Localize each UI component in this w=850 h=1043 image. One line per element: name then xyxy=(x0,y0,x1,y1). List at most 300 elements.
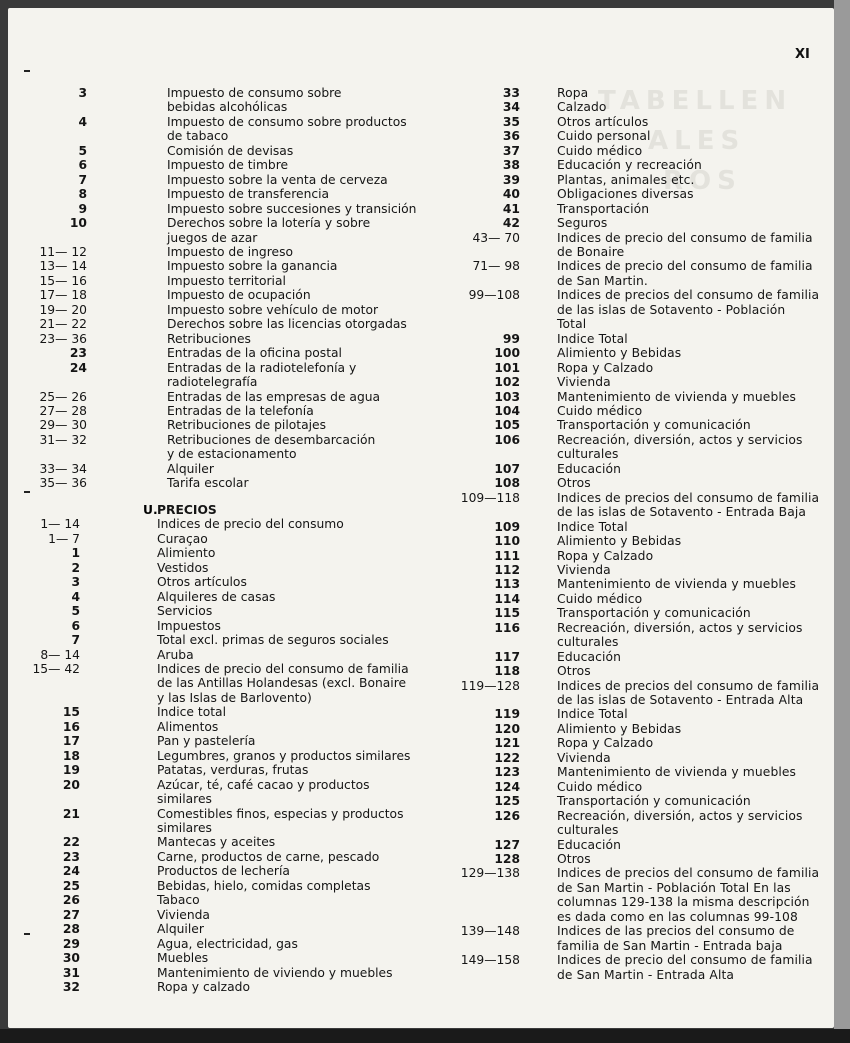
right-row-label: Otros xyxy=(557,852,591,867)
right-row xyxy=(0,719,830,736)
right-row xyxy=(0,303,830,317)
mid-row-label: similares xyxy=(157,820,212,835)
left-row-label: Entradas de las empresas de agua xyxy=(167,389,381,404)
right-row xyxy=(0,765,830,779)
mid-column-number: 26 xyxy=(62,893,80,908)
right-column-number: 123 xyxy=(494,765,520,780)
right-row xyxy=(0,924,830,938)
right-row-label: Indices de precio del consumo de familia xyxy=(557,259,813,274)
right-column-number: 120 xyxy=(494,721,520,736)
right-row-label: Ropa y Calzado xyxy=(557,548,654,563)
mid-column-number: 1— 14 xyxy=(40,517,80,532)
spacer xyxy=(520,765,557,779)
left-row-label: Impuesto sobre la venta de cerveza xyxy=(167,172,388,187)
left-column-number: 35— 36 xyxy=(39,476,87,491)
right-row xyxy=(0,100,830,114)
right-column-number: 40 xyxy=(502,187,520,202)
left-row-label: Retribuciones de pilotajes xyxy=(167,418,327,433)
left-column-number: 19— 20 xyxy=(39,302,87,317)
mid-column-number: 2 xyxy=(71,560,80,575)
spacer xyxy=(520,707,557,721)
right-column-number: 124 xyxy=(494,779,520,794)
left-column-number: 11— 12 xyxy=(39,244,87,259)
spacer xyxy=(520,866,557,880)
margin-mark xyxy=(24,70,30,72)
left-row-label: Impuesto de transferencia xyxy=(167,187,330,202)
right-column-number: 35 xyxy=(502,114,520,129)
spacer xyxy=(520,288,557,302)
right-row-label: Educación xyxy=(557,649,622,664)
right-row-label: Mantenimiento de vivienda y muebles xyxy=(557,389,797,404)
left-column-number: 4 xyxy=(78,114,87,129)
spacer xyxy=(520,476,557,490)
left-column-number: 23— 36 xyxy=(39,331,87,346)
left-row-label: juegos de azar xyxy=(167,230,258,245)
right-row xyxy=(0,86,830,100)
right-row-label: Seguros xyxy=(557,216,608,231)
mid-row-label: Mantenimiento de viviendo y muebles xyxy=(157,965,393,980)
right-row-label: Cuido médico xyxy=(557,591,643,606)
mid-column-number: 8— 14 xyxy=(40,647,80,662)
mid-row-label: Tabaco xyxy=(157,893,200,908)
right-column-number xyxy=(0,690,520,707)
right-column-number: 105 xyxy=(494,418,520,433)
mid-row-label: Muebles xyxy=(157,951,209,966)
right-row xyxy=(0,447,830,461)
right-row xyxy=(0,560,830,577)
right-row-label: Indices de precios del consumo de familia xyxy=(557,490,820,505)
section-title: PRECIOS xyxy=(157,503,217,517)
left-row-label: Impuesto territorial xyxy=(167,273,286,288)
right-row xyxy=(0,418,830,432)
right-column-number: 121 xyxy=(494,736,520,751)
spacer xyxy=(520,910,557,924)
mid-row-label: Aruba xyxy=(157,647,194,662)
right-row xyxy=(0,794,830,808)
left-column-number: 3 xyxy=(78,86,87,100)
right-row xyxy=(0,647,830,664)
right-column-number: 112 xyxy=(494,562,520,577)
mid-column-number: 28 xyxy=(62,922,80,937)
right-column-number: 118 xyxy=(494,664,520,679)
right-row-label: Vivienda xyxy=(557,750,611,765)
right-row-label: de las islas de Sotavento - Entrada Baja xyxy=(557,505,806,520)
right-column-number: 38 xyxy=(502,158,520,173)
right-row-label: columnas 129-138 la misma descripción xyxy=(557,895,810,910)
right-row-label: Otros xyxy=(557,476,591,491)
mid-row-label: Indices de precio del consumo xyxy=(157,517,344,532)
mid-column-number: 24 xyxy=(62,864,80,879)
right-row xyxy=(0,748,830,765)
right-row xyxy=(0,777,830,794)
right-column-number xyxy=(0,965,520,982)
mid-column-number: 1 xyxy=(71,546,80,561)
left-row-label: Impuesto de consumo sobre xyxy=(167,86,342,100)
right-row xyxy=(0,806,830,823)
right-row xyxy=(0,838,830,852)
right-row-label: culturales xyxy=(557,635,619,650)
spacer xyxy=(520,158,557,172)
right-column-number xyxy=(0,447,520,461)
mid-column-number: 6 xyxy=(71,618,80,633)
mid-row-label: Alimentos xyxy=(157,719,219,734)
spacer xyxy=(520,173,557,187)
mid-column-number: 32 xyxy=(62,979,80,994)
spacer xyxy=(520,794,557,808)
left-column-number: 8 xyxy=(78,187,87,202)
right-column-number: 114 xyxy=(494,591,520,606)
right-row xyxy=(0,346,830,360)
right-row-label: Ropa xyxy=(557,86,589,100)
right-column-number: 101 xyxy=(494,360,520,375)
spacer xyxy=(520,433,557,447)
right-row xyxy=(0,433,830,447)
mid-column-number: 5 xyxy=(71,604,80,619)
spacer xyxy=(520,86,557,100)
left-row-label: radiotelegrafía xyxy=(167,375,258,390)
right-row xyxy=(0,332,830,346)
right-column-number: 99 xyxy=(502,331,520,346)
left-row-label: Impuesto de timbre xyxy=(167,158,289,173)
bleed-through-text: ALES xyxy=(648,126,746,156)
left-column-number: 33— 34 xyxy=(39,461,87,476)
mid-row-label: Impuestos xyxy=(157,618,221,633)
spacer xyxy=(520,317,557,331)
right-row xyxy=(0,635,830,649)
spacer xyxy=(520,115,557,129)
left-column-number: 6 xyxy=(78,158,87,173)
right-column-number: 115 xyxy=(494,606,520,621)
right-row-label: familia de San Martin - Entrada baja xyxy=(557,938,783,953)
right-column-number: 100 xyxy=(494,346,520,361)
mid-row-label: Vivienda xyxy=(157,907,210,922)
left-column-number: 27— 28 xyxy=(39,403,87,418)
right-column-number: 39 xyxy=(502,172,520,187)
spacer xyxy=(520,563,557,577)
mid-column-number: 31 xyxy=(62,965,80,980)
right-row xyxy=(0,679,830,693)
right-column-number: 109—118 xyxy=(460,490,520,505)
right-row-label: Transportación xyxy=(557,201,650,216)
mid-row-label: Bebidas, hielo, comidas completas xyxy=(157,878,371,893)
mid-row-label: Vestidos xyxy=(157,560,209,575)
right-index-column xyxy=(0,86,830,982)
spacer xyxy=(520,953,557,967)
right-column-number: 126 xyxy=(494,808,520,823)
right-row-label: culturales xyxy=(557,823,619,838)
right-row-label: es dada como en las columnas 99-108 xyxy=(557,909,798,924)
scan-border xyxy=(0,1029,850,1043)
spacer xyxy=(520,635,557,649)
left-column-number: 7 xyxy=(78,172,87,187)
mid-column-number: 21 xyxy=(62,806,80,821)
spacer xyxy=(520,346,557,360)
right-column-number: 139—148 xyxy=(460,924,520,939)
right-column-number: 119 xyxy=(494,707,520,722)
left-column-number: 13— 14 xyxy=(39,259,87,274)
right-column-number: 102 xyxy=(494,375,520,390)
right-row-label: Obligaciones diversas xyxy=(557,187,694,202)
right-row xyxy=(0,390,830,404)
right-row-label: Educación xyxy=(557,837,622,852)
right-row-label: Mantenimiento de vivienda y muebles xyxy=(557,577,797,592)
right-row-label: Indice Total xyxy=(557,519,628,534)
right-column-number xyxy=(0,505,520,519)
right-column-number: 103 xyxy=(494,389,520,404)
spacer xyxy=(520,606,557,620)
right-row xyxy=(0,878,830,895)
right-row-label: Vivienda xyxy=(557,562,611,577)
spacer xyxy=(520,664,557,678)
right-row xyxy=(0,589,830,606)
left-column-number: 5 xyxy=(78,143,87,158)
spacer xyxy=(520,144,557,158)
right-row-label: Recreación, diversión, actos y servicios xyxy=(557,620,803,635)
section-letter: U. xyxy=(143,503,158,517)
page-number: XI xyxy=(795,47,810,62)
spacer xyxy=(520,549,557,563)
right-row xyxy=(0,895,830,909)
left-row-label: Impuesto sobre vehículo de motor xyxy=(167,302,379,317)
spacer xyxy=(520,404,557,418)
left-row-label: Retribuciones de desembarcación xyxy=(167,432,376,447)
left-column-number: 15— 16 xyxy=(39,273,87,288)
spacer xyxy=(520,303,557,317)
left-column-number: 24 xyxy=(69,360,87,375)
spacer xyxy=(520,100,557,114)
left-column-number: 29— 30 xyxy=(39,418,87,433)
right-row xyxy=(0,907,830,924)
right-row-label: de San Martin - Entrada Alta xyxy=(557,967,735,982)
mid-row xyxy=(0,980,440,994)
right-column-number xyxy=(0,820,520,837)
spacer xyxy=(520,462,557,476)
left-row-label: Derechos sobre las licencias otorgadas xyxy=(167,317,407,332)
spacer xyxy=(520,534,557,548)
right-row-label: Indices de precio del consumo de familia xyxy=(557,230,813,245)
right-row-label: Alimiento y Bebidas xyxy=(557,721,682,736)
mid-column-number: 22 xyxy=(62,835,80,850)
left-row-label: Impuesto de ocupación xyxy=(167,288,311,303)
right-column-number: 110 xyxy=(494,534,520,549)
spacer xyxy=(520,187,557,201)
right-row-label: Cuido médico xyxy=(557,403,643,418)
right-column-number: 149—158 xyxy=(460,953,520,968)
right-row xyxy=(0,187,830,201)
right-row-label: Indices de las precios del consumo de xyxy=(557,924,795,939)
right-column-number: 41 xyxy=(502,201,520,216)
right-column-number xyxy=(0,317,520,331)
mid-row-label: Azúcar, té, café cacao y productos xyxy=(157,777,370,792)
right-column-number: 37 xyxy=(502,143,520,158)
spacer xyxy=(520,780,557,794)
mid-row-label: Legumbres, granos y productos similares xyxy=(157,748,411,763)
right-column-number: 122 xyxy=(494,750,520,765)
right-column-number: 117 xyxy=(494,649,520,664)
right-row xyxy=(0,736,830,750)
right-row-label: de las islas de Sotavento - Entrada Alta xyxy=(557,693,804,708)
right-column-number xyxy=(0,936,520,953)
mid-row-label: Carne, productos de carne, pescado xyxy=(157,849,380,864)
left-column-number: 21— 22 xyxy=(39,317,87,332)
right-row xyxy=(0,618,830,635)
mid-row-label: Alimiento xyxy=(157,546,216,561)
mid-row-label: Productos de lechería xyxy=(157,864,290,879)
mid-row-label: Total excl. primas de seguros sociales xyxy=(157,633,389,648)
right-row-label: de San Martin - Población Total En las xyxy=(557,880,791,895)
right-row xyxy=(0,661,830,679)
right-row-label: Ropa y Calzado xyxy=(557,360,654,375)
spacer xyxy=(520,447,557,461)
right-row-label: culturales xyxy=(557,447,619,462)
right-row-label: Transportación y comunicación xyxy=(557,606,751,621)
mid-row-label: similares xyxy=(157,792,212,807)
right-row-label: Otros artículos xyxy=(557,114,649,129)
right-column-number: 99—108 xyxy=(468,288,520,303)
right-row-label: Calzado xyxy=(557,100,607,115)
page-edge xyxy=(834,0,850,1043)
spacer xyxy=(520,968,557,982)
mid-column-number: 20 xyxy=(62,777,80,792)
right-row xyxy=(0,259,830,273)
right-column-number: 119—128 xyxy=(460,678,520,693)
mid-row-label: Pan y pastelería xyxy=(157,734,256,749)
mid-row-label: Comestibles finos, especias y productos xyxy=(157,806,404,821)
mid-column-number: 23 xyxy=(62,849,80,864)
right-row-label: Recreación, diversión, actos y servicios xyxy=(557,432,803,447)
right-row xyxy=(0,144,830,158)
spacer xyxy=(520,592,557,606)
right-column-number: 71— 98 xyxy=(472,259,520,274)
right-row-label: Alimiento y Bebidas xyxy=(557,346,682,361)
right-column-number: 109 xyxy=(494,519,520,534)
spacer xyxy=(520,418,557,432)
spacer xyxy=(520,231,557,245)
right-column-number: 33 xyxy=(502,86,520,100)
left-row-label: Derechos sobre la lotería y sobre xyxy=(167,216,371,231)
left-column-number: 25— 26 xyxy=(39,389,87,404)
right-row xyxy=(0,231,830,245)
right-row xyxy=(0,707,830,721)
right-row xyxy=(0,158,830,172)
right-row xyxy=(0,520,830,534)
right-row-label: Educación xyxy=(557,461,622,476)
right-row-label: Indice Total xyxy=(557,707,628,722)
bleed-through-text: ROS xyxy=(663,166,742,196)
right-row xyxy=(0,173,830,187)
left-row-label: de tabaco xyxy=(167,129,229,144)
right-row xyxy=(0,936,830,953)
spacer xyxy=(520,838,557,852)
right-column-number: 43— 70 xyxy=(472,230,520,245)
right-row xyxy=(0,953,830,967)
mid-column-number: 18 xyxy=(62,748,80,763)
mid-row-label: y las Islas de Barlovento) xyxy=(157,690,312,705)
spacer xyxy=(520,751,557,765)
right-row xyxy=(0,404,830,418)
mid-row-label: Ropa y calzado xyxy=(157,979,250,994)
right-row-label: de San Martin. xyxy=(557,273,648,288)
mid-column-number: 30 xyxy=(62,951,80,966)
right-row-label: Indice Total xyxy=(557,331,628,346)
right-row-label: Transportación y comunicación xyxy=(557,418,751,433)
right-row-label: Educación y recreación xyxy=(557,158,702,173)
spacer xyxy=(520,129,557,143)
left-row-label: Entradas de la oficina postal xyxy=(167,346,342,361)
mid-column-number: 15— 42 xyxy=(32,661,80,676)
left-row-label: Entradas de la radiotelefonía y xyxy=(167,360,357,375)
right-row xyxy=(0,129,830,143)
spacer xyxy=(520,332,557,346)
spacer xyxy=(520,505,557,519)
left-column-number: 23 xyxy=(69,346,87,361)
right-row-label: Otros xyxy=(557,664,591,679)
right-row xyxy=(0,549,830,563)
mid-row-label: Indices de precio del consumo de familia xyxy=(157,661,409,676)
left-row-label: y de estacionamento xyxy=(167,447,297,462)
spacer xyxy=(520,823,557,837)
right-row xyxy=(0,531,830,549)
right-column-number: 128 xyxy=(494,852,520,867)
mid-column-number: 7 xyxy=(71,633,80,648)
right-column-number: 107 xyxy=(494,461,520,476)
spacer xyxy=(520,650,557,664)
spacer xyxy=(520,375,557,389)
right-row xyxy=(0,820,830,838)
mid-column-number: 3 xyxy=(71,575,80,590)
mid-row-label: Mantecas y aceites xyxy=(157,835,276,850)
spacer xyxy=(520,722,557,736)
spacer xyxy=(520,924,557,938)
left-row-label: Impuesto de consumo sobre productos xyxy=(167,114,407,129)
right-column-number: 111 xyxy=(494,548,520,563)
right-row xyxy=(0,491,830,505)
spacer xyxy=(520,809,557,823)
spacer xyxy=(520,491,557,505)
mid-row-label: Patatas, verduras, frutas xyxy=(157,763,309,778)
mid-row-label: de las Antillas Holandesas (excl. Bonaire xyxy=(157,676,407,691)
right-column-number: 42 xyxy=(502,216,520,231)
right-row-label: Indices de precio del consumo de familia xyxy=(557,953,813,968)
mid-column-number: 17 xyxy=(62,734,80,749)
right-column-number xyxy=(0,635,520,649)
right-row-label: Cuido personal xyxy=(557,129,651,144)
mid-column-number: 19 xyxy=(62,763,80,778)
mid-row-label: Alquiler xyxy=(157,922,204,937)
left-row-label: Alquiler xyxy=(167,461,214,476)
right-row-label: Vivienda xyxy=(557,375,611,390)
mid-row-label: Servicios xyxy=(157,604,213,619)
right-column-number xyxy=(0,907,520,924)
right-row xyxy=(0,606,830,620)
right-row xyxy=(0,375,830,389)
right-row xyxy=(0,965,830,982)
right-row-label: de Bonaire xyxy=(557,244,625,259)
right-column-number: 113 xyxy=(494,577,520,592)
mid-row-label: Curaçao xyxy=(157,531,208,546)
spacer xyxy=(520,202,557,216)
right-column-number: 106 xyxy=(494,432,520,447)
left-column-number: 17— 18 xyxy=(39,288,87,303)
right-row xyxy=(0,361,830,375)
right-row-label: Alimiento y Bebidas xyxy=(557,534,682,549)
mid-column-number: 29 xyxy=(62,936,80,951)
right-column-number xyxy=(0,274,520,288)
spacer xyxy=(520,736,557,750)
right-row xyxy=(0,866,830,880)
left-row-label: Tarifa escolar xyxy=(167,476,249,491)
right-row-label: Plantas, animales etc. xyxy=(557,172,695,187)
